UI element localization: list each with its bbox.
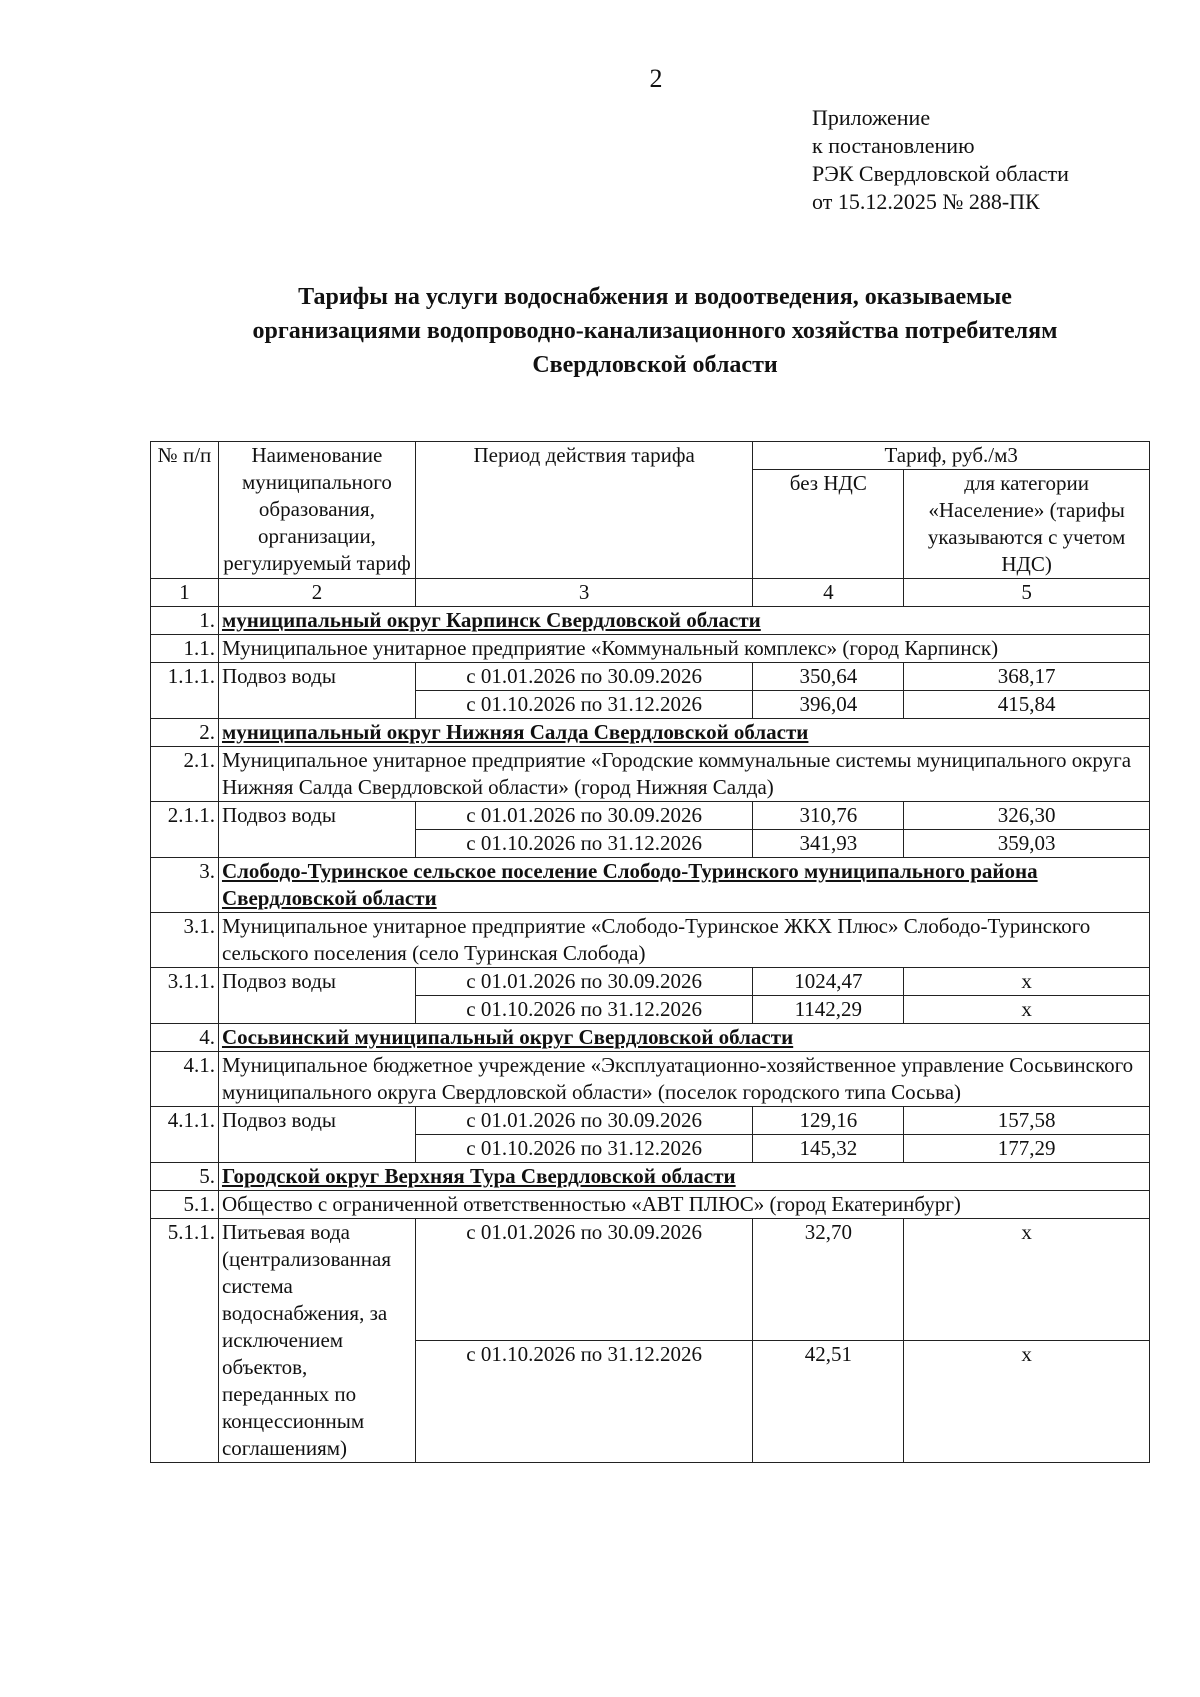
tariff-population: х bbox=[904, 1341, 1150, 1463]
tariff-no-vat: 145,32 bbox=[753, 1135, 904, 1163]
tariffs-table bbox=[150, 441, 1150, 1463]
tariff-period: с 01.01.2026 по 30.09.2026 bbox=[415, 663, 752, 691]
tariff-period: с 01.10.2026 по 31.12.2026 bbox=[415, 1341, 752, 1463]
appendix-note bbox=[812, 104, 1069, 216]
section-row bbox=[151, 858, 1150, 913]
service-name: Подвоз воды bbox=[218, 663, 415, 719]
header-period: Период действия тарифа bbox=[415, 442, 752, 579]
column-number: 2 bbox=[218, 579, 415, 607]
tariff-period: с 01.01.2026 по 30.09.2026 bbox=[415, 968, 752, 996]
organization-number: 4.1. bbox=[151, 1052, 219, 1107]
service-number: 3.1.1. bbox=[151, 968, 219, 1024]
tariff-population: 368,17 bbox=[904, 663, 1150, 691]
tariff-period: с 01.10.2026 по 31.12.2026 bbox=[415, 996, 752, 1024]
tariff-period: с 01.01.2026 по 30.09.2026 bbox=[415, 1107, 752, 1135]
section-number: 1. bbox=[151, 607, 219, 635]
organization-number: 5.1. bbox=[151, 1191, 219, 1219]
title-line: организациями водопроводно-канализационного хозяйства потребителям bbox=[252, 318, 1058, 344]
title-line: Тарифы на услуги водоснабжения и водоотведения, оказываемые bbox=[298, 284, 1012, 310]
organization-name: Муниципальное бюджетное учреждение «Эксплуатационно-хозяйственное управление Сосьвинского муниципального округа Свердловской области» (поселок городского типа Сосьва) bbox=[218, 1052, 1149, 1107]
service-number: 1.1.1. bbox=[151, 663, 219, 719]
organization-number: 3.1. bbox=[151, 913, 219, 968]
section-number: 4. bbox=[151, 1024, 219, 1052]
tariff-period: с 01.10.2026 по 31.12.2026 bbox=[415, 691, 752, 719]
tariff-no-vat: 1142,29 bbox=[753, 996, 904, 1024]
service-number: 2.1.1. bbox=[151, 802, 219, 858]
tariff-row bbox=[151, 1219, 1150, 1341]
tariff-population: 326,30 bbox=[904, 802, 1150, 830]
organization-name: Муниципальное унитарное предприятие «Коммунальный комплекс» (город Карпинск) bbox=[218, 635, 1149, 663]
tariff-population: х bbox=[904, 1219, 1150, 1341]
tariff-row bbox=[151, 1107, 1150, 1135]
tariff-population: 359,03 bbox=[904, 830, 1150, 858]
tariff-period: с 01.10.2026 по 31.12.2026 bbox=[415, 1135, 752, 1163]
organization-name: Муниципальное унитарное предприятие «Городские коммунальные системы муниципального округа Нижняя Салда Свердловской области» (город Нижняя Салда) bbox=[218, 747, 1149, 802]
section-number: 2. bbox=[151, 719, 219, 747]
appendix-line: РЭК Свердловской области bbox=[812, 161, 1069, 186]
appendix-line: Приложение bbox=[812, 105, 931, 130]
organization-name: Общество с ограниченной ответственностью «АВТ ПЛЮС» (город Екатеринбург) bbox=[218, 1191, 1149, 1219]
organization-row bbox=[151, 1191, 1150, 1219]
tariff-row bbox=[151, 802, 1150, 830]
column-numbers-row bbox=[151, 579, 1150, 607]
organization-row bbox=[151, 635, 1150, 663]
tariff-population: 157,58 bbox=[904, 1107, 1150, 1135]
service-name: Подвоз воды bbox=[218, 968, 415, 1024]
organization-row bbox=[151, 913, 1150, 968]
tariff-no-vat: 396,04 bbox=[753, 691, 904, 719]
section-name: Сосьвинский муниципальный округ Свердловской области bbox=[218, 1024, 1149, 1052]
organization-name: Муниципальное унитарное предприятие «Слободо-Туринское ЖКХ Плюс» Слободо-Туринского сельского поселения (село Туринская Слобода) bbox=[218, 913, 1149, 968]
section-number: 3. bbox=[151, 858, 219, 913]
tariff-no-vat: 350,64 bbox=[753, 663, 904, 691]
tariff-row bbox=[151, 968, 1150, 996]
section-name: муниципальный округ Карпинск Свердловской области bbox=[218, 607, 1149, 635]
tariff-population: х bbox=[904, 968, 1150, 996]
section-name: муниципальный округ Нижняя Салда Свердловской области bbox=[218, 719, 1149, 747]
header-num: № п/п bbox=[151, 442, 219, 579]
section-row bbox=[151, 1024, 1150, 1052]
tariff-no-vat: 42,51 bbox=[753, 1341, 904, 1463]
document-title bbox=[150, 280, 1160, 382]
section-row bbox=[151, 607, 1150, 635]
tariff-no-vat: 341,93 bbox=[753, 830, 904, 858]
organization-number: 2.1. bbox=[151, 747, 219, 802]
appendix-line: к постановлению bbox=[812, 133, 975, 158]
header-row bbox=[151, 442, 1150, 470]
service-name: Подвоз воды bbox=[218, 1107, 415, 1163]
tariff-no-vat: 310,76 bbox=[753, 802, 904, 830]
header-population: для категории «Население» (тарифы указываются с учетом НДС) bbox=[904, 470, 1150, 579]
title-line: Свердловской области bbox=[532, 352, 778, 378]
tariff-population: 415,84 bbox=[904, 691, 1150, 719]
appendix-line: от 15.12.2025 № 288-ПК bbox=[812, 189, 1040, 214]
organization-number: 1.1. bbox=[151, 635, 219, 663]
service-number: 5.1.1. bbox=[151, 1219, 219, 1463]
header-name: Наименование муниципального образования, организации, регулируемый тариф bbox=[218, 442, 415, 579]
tariff-no-vat: 1024,47 bbox=[753, 968, 904, 996]
tariff-row bbox=[151, 663, 1150, 691]
page-number: 2 bbox=[649, 64, 663, 93]
service-number: 4.1.1. bbox=[151, 1107, 219, 1163]
section-name: Слободо-Туринское сельское поселение Слободо-Туринского муниципального района Свердловской области bbox=[218, 858, 1149, 913]
column-number: 4 bbox=[753, 579, 904, 607]
column-number: 3 bbox=[415, 579, 752, 607]
tariff-population: х bbox=[904, 996, 1150, 1024]
tariff-period: с 01.10.2026 по 31.12.2026 bbox=[415, 830, 752, 858]
header-no-vat: без НДС bbox=[753, 470, 904, 579]
section-name: Городской округ Верхняя Тура Свердловской области bbox=[218, 1163, 1149, 1191]
column-number: 5 bbox=[904, 579, 1150, 607]
tariff-period: с 01.01.2026 по 30.09.2026 bbox=[415, 802, 752, 830]
section-number: 5. bbox=[151, 1163, 219, 1191]
tariff-no-vat: 129,16 bbox=[753, 1107, 904, 1135]
service-name: Подвоз воды bbox=[218, 802, 415, 858]
service-name: Питьевая вода (централизованная система водоснабжения, за исключением объектов, переданных по концессионным соглашениям) bbox=[218, 1219, 415, 1463]
organization-row bbox=[151, 747, 1150, 802]
tariff-period: с 01.01.2026 по 30.09.2026 bbox=[415, 1219, 752, 1341]
column-number: 1 bbox=[151, 579, 219, 607]
section-row bbox=[151, 719, 1150, 747]
organization-row bbox=[151, 1052, 1150, 1107]
section-row bbox=[151, 1163, 1150, 1191]
tariff-no-vat: 32,70 bbox=[753, 1219, 904, 1341]
header-tariff-group: Тариф, руб./м3 bbox=[753, 442, 1150, 470]
tariff-population: 177,29 bbox=[904, 1135, 1150, 1163]
